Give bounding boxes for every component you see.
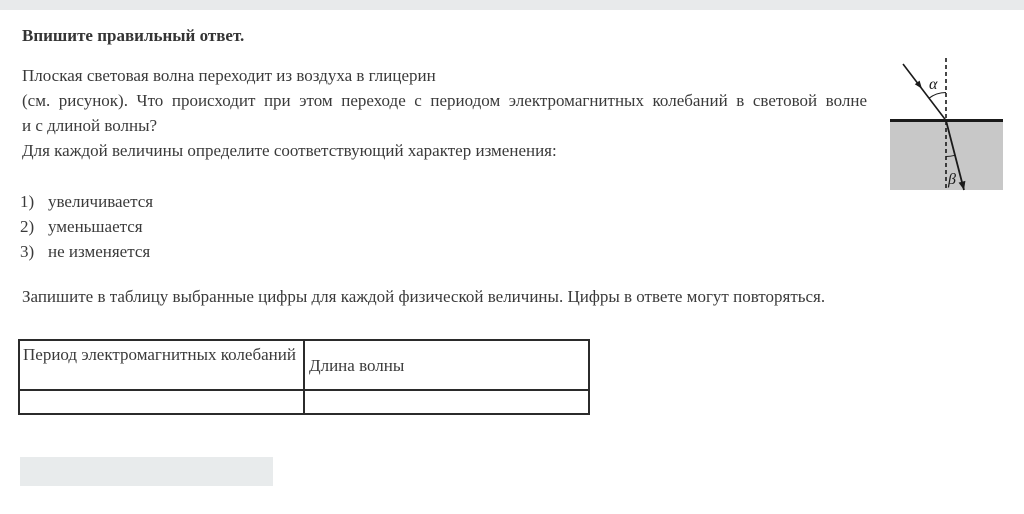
answer-cell-wavelength xyxy=(304,390,589,414)
problem-line-2: (см. рисунок). Что происходит при этом переходе с периодом электромагнитных колебаний в световой волне xyxy=(22,91,867,110)
option-number: 2) xyxy=(20,217,35,236)
column-header-wavelength: Длина волны xyxy=(304,340,589,390)
instruction-text: Запишите в таблицу выбранные цифры для каждой физической величины. Цифры в ответе могут повторяться. xyxy=(22,287,826,306)
beta-angle-label: β xyxy=(948,171,956,188)
alpha-angle-arc xyxy=(929,92,946,98)
page-title: Впишите правильный ответ. xyxy=(22,26,245,45)
answer-table xyxy=(18,339,590,415)
table-header-row xyxy=(19,340,589,390)
option-decrease xyxy=(20,214,153,239)
answer-input[interactable] xyxy=(20,457,273,486)
problem-line-4: Для каждой величины определите соответствующий характер изменения: xyxy=(22,141,557,160)
option-number: 1) xyxy=(20,192,35,211)
problem-text xyxy=(22,63,867,163)
option-number: 3) xyxy=(20,242,35,261)
option-label: увеличивается xyxy=(48,192,154,211)
option-label: не изменяется xyxy=(48,242,151,261)
refraction-diagram xyxy=(885,52,1020,197)
table-answer-row xyxy=(19,390,589,414)
alpha-angle-label: α xyxy=(929,76,938,93)
answer-cell-period xyxy=(19,390,304,414)
problem-line-3: и с длиной волны? xyxy=(22,116,158,135)
options-list xyxy=(20,189,153,264)
problem-line-1: Плоская световая волна переходит из воздуха в глицерин xyxy=(22,66,436,85)
option-increase xyxy=(20,189,153,214)
option-label: уменьшается xyxy=(48,217,143,236)
incident-ray xyxy=(903,64,946,121)
option-no-change xyxy=(20,239,153,264)
column-header-period: Период электромагнитных колебаний xyxy=(19,340,304,390)
top-bar xyxy=(0,0,1024,10)
